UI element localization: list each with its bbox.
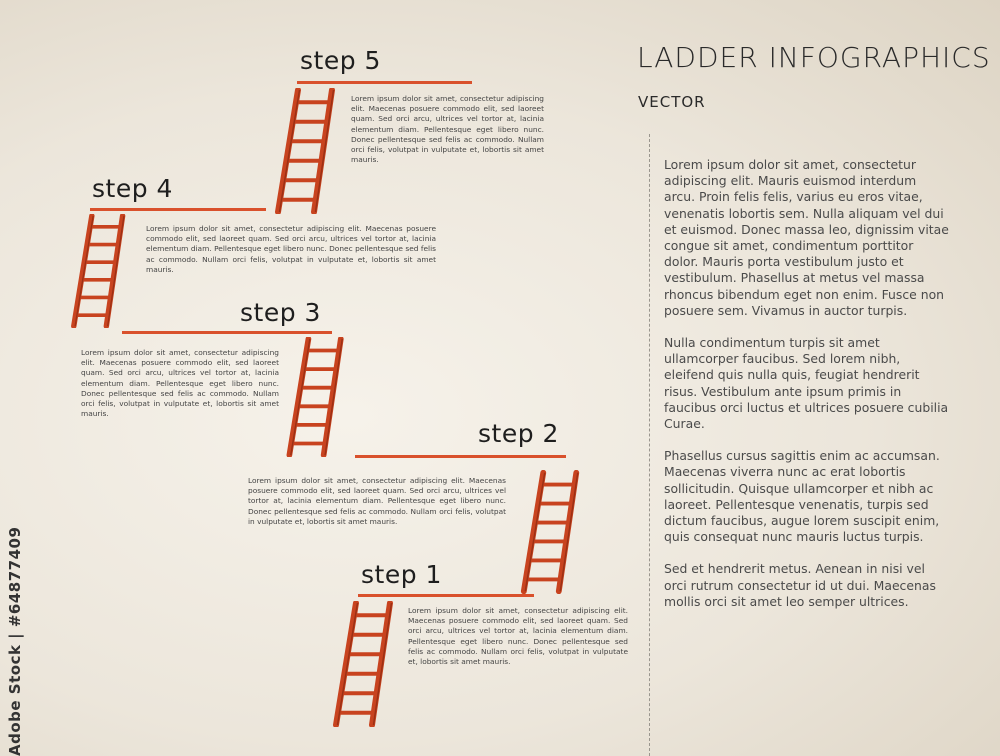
ladder-rail-shade xyxy=(325,339,342,455)
ladder-rail xyxy=(524,473,543,592)
ladder-rail-shade xyxy=(280,90,300,212)
ladder-rail xyxy=(314,90,332,212)
step-4-text: Lorem ipsum dolor sit amet, consectetur adipiscing elit. Maecenas posuere commodo elit, sed laoreet quam. Sed orci arcu, ultrices vel tortor at, lacinia elementum diam. Pellentesque eget libero nunc. Donec pellentesque sed felis ac commodo. Nullam orci felis, volutpat in vulputate et, lobortis sit amet mauris. xyxy=(146,224,436,274)
ladder-rail xyxy=(278,90,298,212)
ladder-rail xyxy=(336,603,356,725)
ladder-rail-shade xyxy=(338,603,358,725)
column-divider xyxy=(649,134,650,756)
ladder-rail-shade xyxy=(316,90,334,212)
step-5-line xyxy=(297,81,472,84)
page-subtitle: VECTOR xyxy=(638,93,706,111)
body-text xyxy=(664,157,950,626)
page-title: LADDER INFOGRAPHICS xyxy=(637,41,991,74)
ladder-rail xyxy=(372,603,390,725)
paragraph-1: Lorem ipsum dolor sit amet, consectetur adipiscing elit. Mauris euismod interdum arcu. Proin felis felis, varius eu eros vitae, venenatis lobortis sem. Nulla aliquam vel dui et euismod. Donec massa leo, dignissim vitae congue sit amet, condimentum porttitor dolor. Mauris porta vestibulum justo et vestibulum. Phasellus at metus vel massa rhoncus bibendum eget non enim. Fusce non posuere sem. Vivamus in auctor turpis. xyxy=(664,157,949,318)
step-4-ladder xyxy=(66,214,134,328)
step-5-text: Lorem ipsum dolor sit amet, consectetur adipiscing elit. Maecenas posuere commodo elit, sed laoreet quam. Sed orci arcu, ultrices vel tortor at, lacinia elementum diam. Pellentesque eget libero nunc. Donec pellentesque sed felis ac commodo. Nullam orci felis, volutpat in vulputate et, lobortis sit amet mauris. xyxy=(351,94,544,165)
ladder-rail-shade xyxy=(291,339,310,455)
ladder-rail-shade xyxy=(108,216,124,326)
step-3-line xyxy=(122,331,332,334)
ladder-rail-shade xyxy=(525,473,544,592)
step-1-text: Lorem ipsum dolor sit amet, consectetur adipiscing elit. Maecenas posuere commodo elit, sed laoreet quam. Sed orci arcu, ultrices vel tortor at, lacinia elementum diam. Pellentesque eget libero nunc. Donec pellentesque sed felis ac commodo. Nullam orci felis, volutpat in vulputate et, lobortis sit amet mauris. xyxy=(408,606,628,667)
ladder-icon xyxy=(518,470,586,594)
ladder-icon xyxy=(272,88,342,214)
ladder-rail-shade xyxy=(374,603,392,725)
step-4-line xyxy=(90,208,266,211)
step-1-ladder xyxy=(330,601,400,727)
ladder-rail-shade xyxy=(560,473,577,592)
step-1-line xyxy=(358,594,534,597)
step-5-ladder xyxy=(272,88,342,214)
ladder-rail xyxy=(324,339,341,455)
step-2-label: step 2 xyxy=(478,419,559,448)
ladder-icon xyxy=(66,214,134,328)
ladder-rail xyxy=(559,473,576,592)
ladder-icon xyxy=(330,601,400,727)
step-3-ladder xyxy=(283,337,351,457)
ladder-rail xyxy=(289,339,308,455)
paragraph-2: Nulla condimentum turpis sit amet ullamcorper faucibus. Sed lorem nibh, eleifend quis nulla quis, feugiat hendrerit risus. Vestibulum ante ipsum primis in faucibus orci luctus et ultrices posuere cubilia Curae. xyxy=(664,335,949,432)
step-4-label: step 4 xyxy=(92,174,173,203)
ladder-rail-shade xyxy=(75,216,93,326)
step-2-ladder xyxy=(518,470,586,594)
stock-id-label: Adobe Stock | #64877409 xyxy=(6,526,24,756)
step-1-label: step 1 xyxy=(361,560,442,589)
ladder-rail xyxy=(74,216,92,326)
ladder-rail xyxy=(106,216,122,326)
step-2-line xyxy=(355,455,566,458)
step-2-text: Lorem ipsum dolor sit amet, consectetur adipiscing elit. Maecenas posuere commodo elit, sed laoreet quam. Sed orci arcu, ultrices vel tortor at, lacinia elementum diam. Pellentesque eget libero nunc. Donec pellentesque sed felis ac commodo. Nullam orci felis, volutpat in vulputate et, lobortis sit amet mauris. xyxy=(248,476,506,526)
step-3-text: Lorem ipsum dolor sit amet, consectetur adipiscing elit. Maecenas posuere commodo elit, sed laoreet quam. Sed orci arcu, ultrices vel tortor at, lacinia elementum diam. Pellentesque eget libero nunc. Donec pellentesque sed felis ac commodo. Nullam orci felis, volutpat in vulputate et, lobortis sit amet mauris. xyxy=(81,348,279,419)
step-3-label: step 3 xyxy=(240,298,321,327)
ladder-icon xyxy=(283,337,351,457)
paragraph-4: Sed et hendrerit metus. Aenean in nisi vel orci rutrum consectetur id ut dui. Maecenas mollis orci sit amet leo semper ultrices. xyxy=(664,561,936,609)
paragraph-3: Phasellus cursus sagittis enim ac accumsan. Maecenas viverra nunc ac erat lobortis sollicitudin. Quisque ullamcorper et nibh ac laoreet. Pellentesque venenatis, turpis sed dictum faucibus, augue lorem suscipit enim, quis consequat nunc mauris luctus turpis. xyxy=(664,448,940,545)
step-5-label: step 5 xyxy=(300,46,381,75)
